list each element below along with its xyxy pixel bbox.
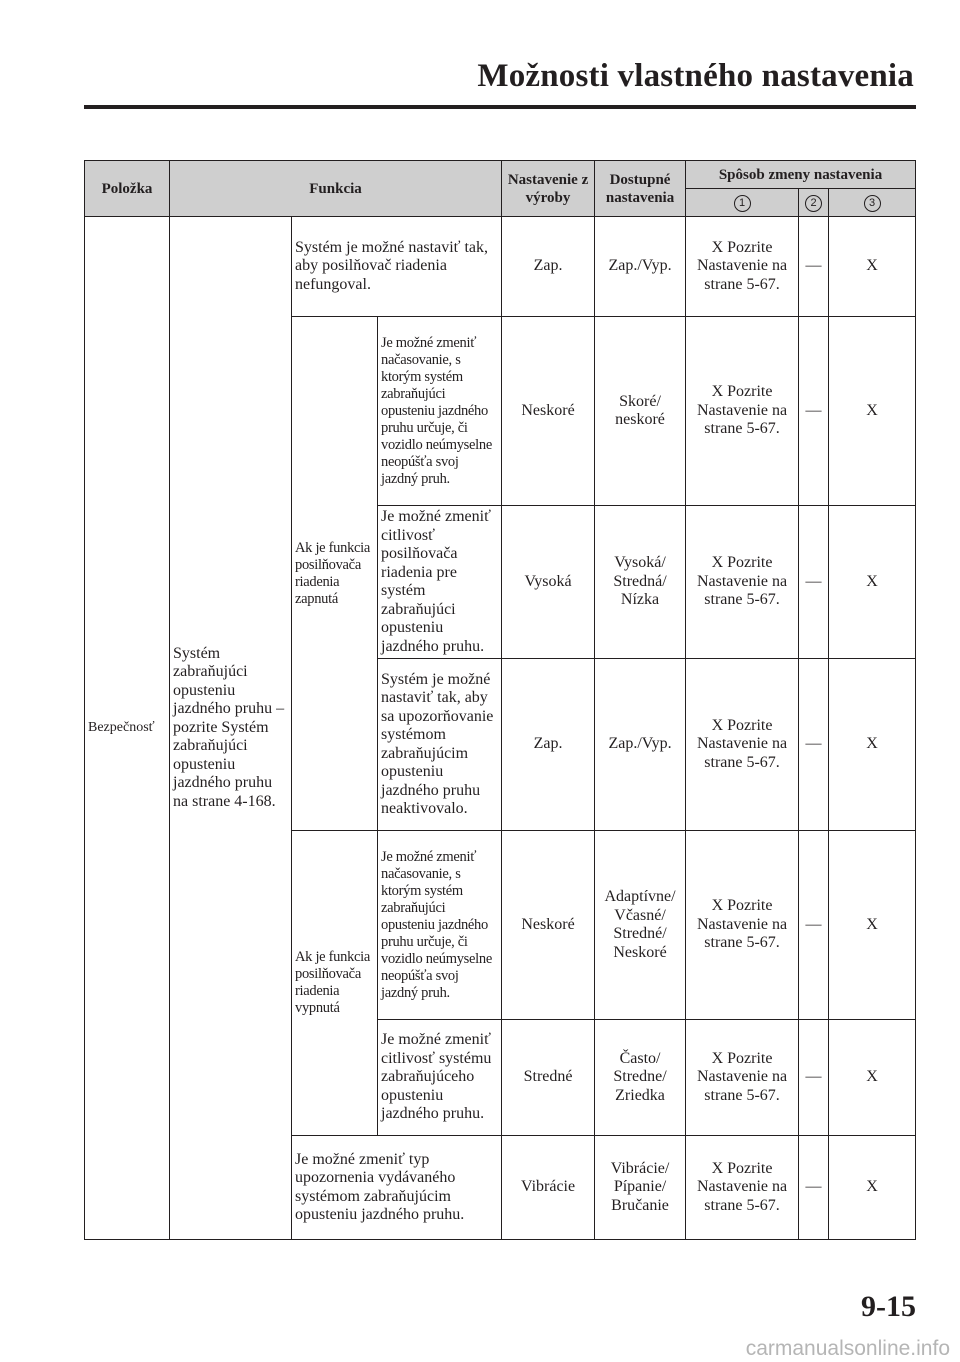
method-1-ref: X Pozrite Nastavenie na strane 5-67. — [686, 1136, 799, 1240]
factory-value: Neskoré — [502, 831, 595, 1020]
available-values: Vysoká/ Stredná/ Nízka — [595, 506, 686, 659]
header-method-1 — [686, 189, 799, 217]
function-cell: Systém zabraňujúci opusteniu jazdného pruhu – pozrite Systém zabraňujúci opusteniu jazdného pruhu na strane 4-168. — [170, 217, 292, 1240]
method-3-x: X — [829, 217, 916, 317]
header-method-3 — [829, 189, 916, 217]
factory-value: Vysoká — [502, 506, 595, 659]
available-values: Často/ Stredne/ Zriedka — [595, 1020, 686, 1136]
factory-value: Vibrácie — [502, 1136, 595, 1240]
available-values: Zap./Vyp. — [595, 659, 686, 831]
setting-desc: Systém je možné nastaviť tak, aby sa upozorňovanie systémom zabraňujúcim opusteniu jazdného pruhu neaktivovalo. — [378, 659, 502, 831]
available-values: Zap./Vyp. — [595, 217, 686, 317]
header-nastavenie: Nastavenie z výroby — [502, 161, 595, 217]
method-1-badge: 1 — [734, 195, 751, 212]
method-2-dash: — — [799, 1020, 829, 1136]
setting-desc: Je možné zmeniť typ upozornenia vydávaného systémom zabraňujúcim opusteniu jazdného pruhu. — [292, 1136, 502, 1240]
method-3-x: X — [829, 1020, 916, 1136]
available-values: Vibrácie/ Pípanie/ Bručanie — [595, 1136, 686, 1240]
setting-desc: Systém je možné nastaviť tak, aby posilňovač riadenia nefungoval. — [292, 217, 502, 317]
method-2-dash: — — [799, 831, 829, 1020]
method-3-x: X — [829, 1136, 916, 1240]
condition-cell: Ak je funkcia posilňovača riadenia vypnutá — [292, 831, 378, 1136]
method-2-dash: — — [799, 659, 829, 831]
method-2-dash: — — [799, 506, 829, 659]
method-2-badge: 2 — [805, 195, 822, 212]
condition-cell: Ak je funkcia posilňovača riadenia zapnutá — [292, 317, 378, 831]
header-dostupne: Dostupné nastavenia — [595, 161, 686, 217]
header-polozka: Položka — [85, 161, 170, 217]
available-values: Adaptívne/ Včasné/ Stredné/ Neskoré — [595, 831, 686, 1020]
method-1-ref: X Pozrite Nastavenie na strane 5-67. — [686, 317, 799, 506]
setting-desc: Je možné zmeniť citlivosť posilňovača riadenia pre systém zabraňujúci opusteniu jazdného pruhu. — [378, 506, 502, 659]
method-3-badge: 3 — [864, 195, 881, 212]
settings-table — [84, 160, 916, 1240]
method-1-ref: X Pozrite Nastavenie na strane 5-67. — [686, 506, 799, 659]
item-cell: Bezpečnosť — [85, 217, 170, 1240]
method-3-x: X — [829, 317, 916, 506]
watermark: carmanualsonline.info — [745, 1337, 950, 1360]
setting-desc: Je možné zmeniť načasovanie, s ktorým systém zabraňujúci opusteniu jazdného pruhu určuje, či vozidlo neúmyselne neopúšťa svoj jazdný pruh. — [378, 831, 502, 1020]
method-2-dash: — — [799, 317, 829, 506]
factory-value: Stredné — [502, 1020, 595, 1136]
method-2-dash: — — [799, 1136, 829, 1240]
method-1-ref: X Pozrite Nastavenie na strane 5-67. — [686, 659, 799, 831]
table-row — [85, 217, 916, 317]
page-number: 9-15 — [861, 1290, 916, 1323]
header-method-2 — [799, 189, 829, 217]
method-3-x: X — [829, 659, 916, 831]
method-1-ref: X Pozrite Nastavenie na strane 5-67. — [686, 217, 799, 317]
setting-desc: Je možné zmeniť načasovanie, s ktorým systém zabraňujúci opusteniu jazdného pruhu určuje, či vozidlo neúmyselne neopúšťa svoj jazdný pruh. — [378, 317, 502, 506]
factory-value: Zap. — [502, 659, 595, 831]
factory-value: Zap. — [502, 217, 595, 317]
method-2-dash: — — [799, 217, 829, 317]
method-1-ref: X Pozrite Nastavenie na strane 5-67. — [686, 831, 799, 1020]
method-3-x: X — [829, 831, 916, 1020]
title-rule — [84, 105, 916, 109]
available-values: Skoré/ neskoré — [595, 317, 686, 506]
setting-desc: Je možné zmeniť citlivosť systému zabraňujúceho opusteniu jazdného pruhu. — [378, 1020, 502, 1136]
page-title: Možnosti vlastného nastavenia — [477, 58, 914, 94]
factory-value: Neskoré — [502, 317, 595, 506]
header-funkcia: Funkcia — [170, 161, 502, 217]
method-3-x: X — [829, 506, 916, 659]
header-sposob: Spôsob zmeny nastavenia — [686, 161, 916, 189]
method-1-ref: X Pozrite Nastavenie na strane 5-67. — [686, 1020, 799, 1136]
